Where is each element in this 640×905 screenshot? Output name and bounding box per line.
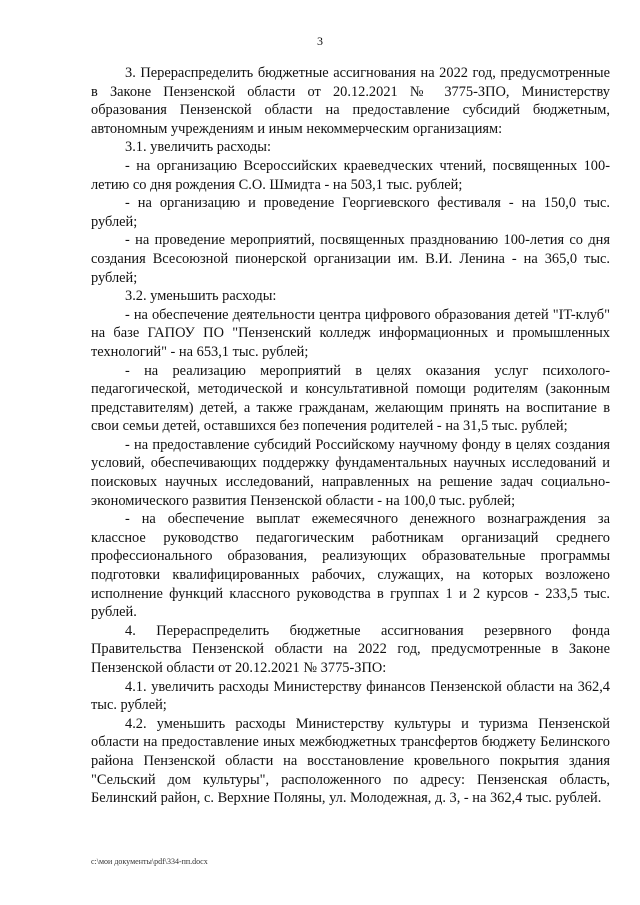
list-item-psychological-help: - на реализацию мероприятий в целях оказания услуг психолого-педагогической, методической и консультативной помощи родителям (законным представителям) детей, а также гражданам, желающим принять на воспитание в свои семьи детей, оставшихся без попечения родителей - на 31,5 тыс. рублей;	[91, 362, 610, 435]
paragraph-3-2: 3.2. уменьшить расходы:	[125, 288, 277, 305]
list-item-schmidt-readings: - на организацию Всероссийских краеведческих чтений, посвященных 100-летию со дня рождения С.О. Шмидта - на 503,1 тыс. рублей;	[91, 157, 610, 193]
paragraph-3-1: 3.1. увеличить расходы:	[125, 139, 271, 156]
paragraph-3: 3. Перераспределить бюджетные ассигнования на 2022 год, предусмотренные в Законе Пензенской области от 20.12.2021 № 3775-ЗПО, Министерству образования Пензенской области на предоставление субсидий бюджетным, автономным учреждениям и иным некоммерческим организациям:	[91, 65, 610, 137]
paragraph-4: 4. Перераспределить бюджетные ассигнования резервного фонда Правительства Пензенской области на 2022 год, предусмотренные в Законе Пензенской области от 20.12.2021 № 3775-ЗПО:	[91, 622, 610, 676]
list-item-it-club: - на обеспечение деятельности центра цифрового образования детей "IT-клуб" на базе ГАПОУ ПО "Пензенский колледж информационных и промышленных технологий" - на 653,1 тыс. рублей;	[91, 306, 610, 360]
list-item-science-foundation: - на предоставление субсидий Российскому научному фонду в целях создания условий, обеспечивающих поддержку фундаментальных научных исследований и поисковых научных исследований, направленных на решение задач социально-экономического развития Пензенской области - на 100,0 тыс. рублей;	[91, 436, 610, 509]
footer-file-path: c:\мои документы\pdf\334-пп.docx	[91, 857, 208, 866]
paragraph-4-1: 4.1. увеличить расходы Министерству финансов Пензенской области на 362,4 тыс. рублей;	[91, 678, 610, 714]
document-body	[91, 64, 610, 808]
list-item-class-teacher-payments: - на обеспечение выплат ежемесячного денежного вознаграждения за классное руководство педагогическим работникам организаций среднего профессионального образования, реализующих образовательные программы подготовки квалифицированных рабочих, служащих, на которых возложено исполнение функций классного руководства в группах 1 и 2 курсов - 233,5 тыс. рублей.	[91, 511, 610, 621]
page-number: 3	[317, 34, 323, 48]
paragraph-4-2: 4.2. уменьшить расходы Министерству культуры и туризма Пензенской области на предоставление иных межбюджетных трансфертов бюджету Белинского района Пензенской области на восстановление кровельного покрытия здания "Сельский дом культуры", расположенного по адресу: Пензенская область, Белинский район, с. Верхние Поляны, ул. Молодежная, д. 3, - на 362,4 тыс. рублей.	[91, 715, 610, 807]
list-item-georgievsky-festival: - на организацию и проведение Георгиевского фестиваля - на 150,0 тыс. рублей;	[91, 195, 610, 230]
list-item-pioneer-anniversary: - на проведение мероприятий, посвященных празднованию 100-летия со дня создания Всесоюзной пионерской организации им. В.И. Ленина - на 365,0 тыс. рублей;	[91, 232, 610, 286]
